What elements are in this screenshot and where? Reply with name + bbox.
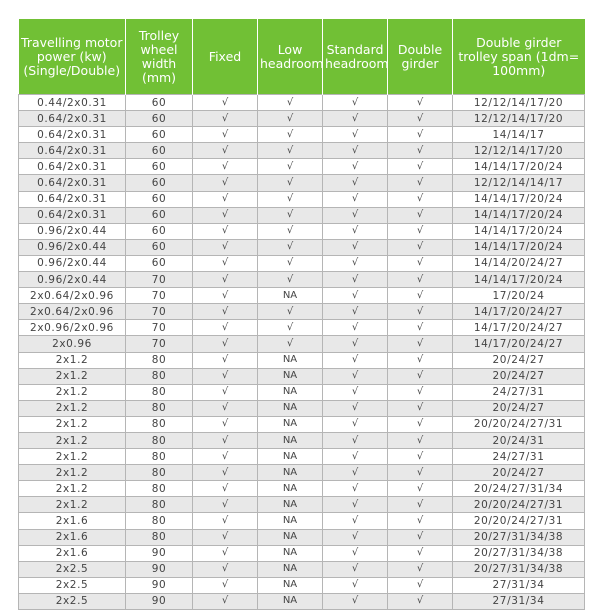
fixed-cell: √ [193, 111, 258, 127]
standard-headroom-cell: √ [323, 320, 388, 336]
trolley-span-cell: 20/20/24/27/31 [453, 513, 585, 529]
double-girder-cell: √ [388, 304, 453, 320]
trolley-span-cell: 20/24/27 [453, 352, 585, 368]
double-girder-cell: √ [388, 368, 453, 384]
double-girder-cell: √ [388, 255, 453, 271]
low-headroom-cell: NA [258, 593, 323, 609]
wheel-width-cell: 80 [126, 465, 193, 481]
standard-headroom-cell: √ [323, 400, 388, 416]
trolley-span-cell: 14/14/17/20/24 [453, 272, 585, 288]
trolley-span-cell: 14/14/17/20/24 [453, 207, 585, 223]
double-girder-cell: √ [388, 239, 453, 255]
table-row [19, 336, 585, 352]
trolley-span-cell: 20/27/31/34/38 [453, 561, 585, 577]
fixed-cell: √ [193, 191, 258, 207]
standard-headroom-cell: √ [323, 577, 388, 593]
motor-power-cell: 0.64/2x0.31 [19, 175, 126, 191]
low-headroom-cell: √ [258, 111, 323, 127]
standard-headroom-cell: √ [323, 368, 388, 384]
double-girder-cell: √ [388, 545, 453, 561]
table-row [19, 481, 585, 497]
motor-power-cell: 2x1.6 [19, 529, 126, 545]
table-header-row [19, 19, 585, 95]
table-body [19, 95, 585, 610]
trolley-span-cell: 27/31/34 [453, 577, 585, 593]
wheel-width-cell: 80 [126, 384, 193, 400]
fixed-cell: √ [193, 577, 258, 593]
motor-power-cell: 0.96/2x0.44 [19, 272, 126, 288]
low-headroom-cell: NA [258, 368, 323, 384]
standard-headroom-cell: √ [323, 336, 388, 352]
table-row [19, 239, 585, 255]
wheel-width-cell: 60 [126, 223, 193, 239]
fixed-cell: √ [193, 416, 258, 432]
double-girder-cell: √ [388, 288, 453, 304]
wheel-width-cell: 60 [126, 207, 193, 223]
standard-headroom-cell: √ [323, 465, 388, 481]
trolley-span-cell: 20/24/31 [453, 432, 585, 448]
trolley-span-cell: 12/12/14/17/20 [453, 143, 585, 159]
double-girder-cell: √ [388, 593, 453, 609]
fixed-cell: √ [193, 384, 258, 400]
double-girder-cell: √ [388, 400, 453, 416]
motor-power-cell: 2x1.2 [19, 416, 126, 432]
trolley-span-cell: 14/14/17/20/24 [453, 223, 585, 239]
trolley-span-cell: 12/12/14/14/17 [453, 175, 585, 191]
low-headroom-cell: √ [258, 304, 323, 320]
low-headroom-cell: NA [258, 400, 323, 416]
motor-power-cell: 2x1.2 [19, 432, 126, 448]
double-girder-cell: √ [388, 159, 453, 175]
table-row [19, 143, 585, 159]
table-row [19, 449, 585, 465]
standard-headroom-cell: √ [323, 239, 388, 255]
table-row [19, 416, 585, 432]
wheel-width-cell: 80 [126, 529, 193, 545]
standard-headroom-cell: √ [323, 561, 388, 577]
table-row [19, 288, 585, 304]
header-motor-power: Travelling motor power (kw) (Single/Double) [19, 19, 126, 95]
fixed-cell: √ [193, 352, 258, 368]
table-row [19, 593, 585, 609]
wheel-width-cell: 70 [126, 272, 193, 288]
standard-headroom-cell: √ [323, 432, 388, 448]
fixed-cell: √ [193, 545, 258, 561]
table-row [19, 497, 585, 513]
table-row [19, 255, 585, 271]
wheel-width-cell: 60 [126, 239, 193, 255]
motor-power-cell: 0.44/2x0.31 [19, 95, 126, 111]
double-girder-cell: √ [388, 513, 453, 529]
trolley-span-cell: 27/31/34 [453, 593, 585, 609]
motor-power-cell: 2x2.5 [19, 561, 126, 577]
standard-headroom-cell: √ [323, 593, 388, 609]
low-headroom-cell: √ [258, 127, 323, 143]
table-row [19, 529, 585, 545]
standard-headroom-cell: √ [323, 255, 388, 271]
wheel-width-cell: 80 [126, 416, 193, 432]
header-double-girder: Double girder [388, 19, 453, 95]
wheel-width-cell: 60 [126, 95, 193, 111]
double-girder-cell: √ [388, 207, 453, 223]
standard-headroom-cell: √ [323, 95, 388, 111]
low-headroom-cell: √ [258, 175, 323, 191]
fixed-cell: √ [193, 223, 258, 239]
low-headroom-cell: NA [258, 529, 323, 545]
double-girder-cell: √ [388, 384, 453, 400]
standard-headroom-cell: √ [323, 384, 388, 400]
double-girder-cell: √ [388, 127, 453, 143]
fixed-cell: √ [193, 288, 258, 304]
trolley-span-cell: 20/24/27 [453, 465, 585, 481]
trolley-span-cell: 12/12/14/17/20 [453, 95, 585, 111]
motor-power-cell: 0.64/2x0.31 [19, 143, 126, 159]
standard-headroom-cell: √ [323, 272, 388, 288]
double-girder-cell: √ [388, 95, 453, 111]
motor-power-cell: 2x1.6 [19, 513, 126, 529]
double-girder-cell: √ [388, 336, 453, 352]
table-row [19, 95, 585, 111]
table-row [19, 432, 585, 448]
low-headroom-cell: NA [258, 513, 323, 529]
table-row [19, 577, 585, 593]
standard-headroom-cell: √ [323, 288, 388, 304]
trolley-span-cell: 17/20/24 [453, 288, 585, 304]
motor-power-cell: 2x2.5 [19, 577, 126, 593]
table-row [19, 191, 585, 207]
table-row [19, 465, 585, 481]
motor-power-cell: 2x1.2 [19, 465, 126, 481]
motor-power-cell: 0.64/2x0.31 [19, 159, 126, 175]
standard-headroom-cell: √ [323, 513, 388, 529]
motor-power-cell: 2x1.2 [19, 368, 126, 384]
low-headroom-cell: NA [258, 561, 323, 577]
table-row [19, 207, 585, 223]
motor-power-cell: 2x0.64/2x0.96 [19, 288, 126, 304]
trolley-span-cell: 20/24/27/31/34 [453, 481, 585, 497]
table-row [19, 400, 585, 416]
low-headroom-cell: NA [258, 481, 323, 497]
fixed-cell: √ [193, 143, 258, 159]
motor-power-cell: 2x1.2 [19, 352, 126, 368]
table-row [19, 352, 585, 368]
double-girder-cell: √ [388, 497, 453, 513]
fixed-cell: √ [193, 561, 258, 577]
low-headroom-cell: NA [258, 577, 323, 593]
low-headroom-cell: √ [258, 207, 323, 223]
standard-headroom-cell: √ [323, 449, 388, 465]
header-low-headroom: Low headroom [258, 19, 323, 95]
trolley-span-cell: 24/27/31 [453, 384, 585, 400]
motor-power-cell: 0.64/2x0.31 [19, 207, 126, 223]
fixed-cell: √ [193, 175, 258, 191]
table-row [19, 159, 585, 175]
header-trolley-span: Double girder trolley span (1dm= 100mm) [453, 19, 585, 95]
wheel-width-cell: 80 [126, 513, 193, 529]
low-headroom-cell: √ [258, 336, 323, 352]
table-row [19, 561, 585, 577]
table-row [19, 223, 585, 239]
motor-power-cell: 2x1.2 [19, 384, 126, 400]
motor-power-cell: 2x1.2 [19, 449, 126, 465]
fixed-cell: √ [193, 272, 258, 288]
fixed-cell: √ [193, 207, 258, 223]
standard-headroom-cell: √ [323, 223, 388, 239]
table-row [19, 545, 585, 561]
double-girder-cell: √ [388, 320, 453, 336]
wheel-width-cell: 70 [126, 336, 193, 352]
double-girder-cell: √ [388, 223, 453, 239]
table-row [19, 175, 585, 191]
trolley-span-cell: 14/17/20/24/27 [453, 320, 585, 336]
table-row [19, 320, 585, 336]
double-girder-cell: √ [388, 577, 453, 593]
fixed-cell: √ [193, 255, 258, 271]
table-row [19, 127, 585, 143]
fixed-cell: √ [193, 95, 258, 111]
motor-power-cell: 0.96/2x0.44 [19, 239, 126, 255]
low-headroom-cell: √ [258, 223, 323, 239]
table-row [19, 272, 585, 288]
wheel-width-cell: 80 [126, 400, 193, 416]
trolley-span-cell: 12/12/14/17/20 [453, 111, 585, 127]
wheel-width-cell: 90 [126, 561, 193, 577]
standard-headroom-cell: √ [323, 175, 388, 191]
fixed-cell: √ [193, 449, 258, 465]
standard-headroom-cell: √ [323, 143, 388, 159]
low-headroom-cell: √ [258, 239, 323, 255]
low-headroom-cell: √ [258, 159, 323, 175]
table-row [19, 513, 585, 529]
fixed-cell: √ [193, 513, 258, 529]
double-girder-cell: √ [388, 449, 453, 465]
trolley-span-cell: 14/14/20/24/27 [453, 255, 585, 271]
standard-headroom-cell: √ [323, 304, 388, 320]
table-row [19, 384, 585, 400]
standard-headroom-cell: √ [323, 481, 388, 497]
wheel-width-cell: 60 [126, 255, 193, 271]
low-headroom-cell: NA [258, 384, 323, 400]
low-headroom-cell: NA [258, 432, 323, 448]
fixed-cell: √ [193, 481, 258, 497]
low-headroom-cell: √ [258, 272, 323, 288]
standard-headroom-cell: √ [323, 497, 388, 513]
header-wheel-width: Trolley wheel width (mm) [126, 19, 193, 95]
wheel-width-cell: 90 [126, 545, 193, 561]
fixed-cell: √ [193, 529, 258, 545]
trolley-span-cell: 20/20/24/27/31 [453, 416, 585, 432]
header-fixed: Fixed [193, 19, 258, 95]
low-headroom-cell: NA [258, 545, 323, 561]
fixed-cell: √ [193, 239, 258, 255]
wheel-width-cell: 80 [126, 481, 193, 497]
wheel-width-cell: 90 [126, 593, 193, 609]
header-standard-headroom: Standard headroom [323, 19, 388, 95]
standard-headroom-cell: √ [323, 545, 388, 561]
trolley-span-cell: 14/14/17/20/24 [453, 191, 585, 207]
double-girder-cell: √ [388, 465, 453, 481]
double-girder-cell: √ [388, 481, 453, 497]
wheel-width-cell: 70 [126, 304, 193, 320]
wheel-width-cell: 80 [126, 352, 193, 368]
low-headroom-cell: √ [258, 191, 323, 207]
wheel-width-cell: 60 [126, 191, 193, 207]
trolley-span-cell: 20/24/27 [453, 368, 585, 384]
double-girder-cell: √ [388, 432, 453, 448]
standard-headroom-cell: √ [323, 127, 388, 143]
wheel-width-cell: 80 [126, 497, 193, 513]
fixed-cell: √ [193, 127, 258, 143]
wheel-width-cell: 60 [126, 127, 193, 143]
low-headroom-cell: NA [258, 497, 323, 513]
trolley-span-cell: 20/24/27 [453, 400, 585, 416]
motor-power-cell: 0.96/2x0.44 [19, 223, 126, 239]
fixed-cell: √ [193, 304, 258, 320]
standard-headroom-cell: √ [323, 529, 388, 545]
double-girder-cell: √ [388, 272, 453, 288]
trolley-span-cell: 14/14/17 [453, 127, 585, 143]
double-girder-cell: √ [388, 191, 453, 207]
motor-power-cell: 2x0.64/2x0.96 [19, 304, 126, 320]
trolley-span-cell: 20/27/31/34/38 [453, 529, 585, 545]
trolley-span-cell: 20/20/24/27/31 [453, 497, 585, 513]
trolley-spec-table [18, 19, 585, 610]
trolley-span-cell: 14/17/20/24/27 [453, 336, 585, 352]
motor-power-cell: 2x1.6 [19, 545, 126, 561]
standard-headroom-cell: √ [323, 111, 388, 127]
wheel-width-cell: 70 [126, 320, 193, 336]
low-headroom-cell: NA [258, 449, 323, 465]
double-girder-cell: √ [388, 111, 453, 127]
wheel-width-cell: 70 [126, 288, 193, 304]
low-headroom-cell: √ [258, 255, 323, 271]
motor-power-cell: 0.64/2x0.31 [19, 191, 126, 207]
low-headroom-cell: √ [258, 320, 323, 336]
standard-headroom-cell: √ [323, 159, 388, 175]
low-headroom-cell: NA [258, 416, 323, 432]
standard-headroom-cell: √ [323, 352, 388, 368]
motor-power-cell: 2x2.5 [19, 593, 126, 609]
double-girder-cell: √ [388, 416, 453, 432]
table-row [19, 304, 585, 320]
trolley-span-cell: 20/27/31/34/38 [453, 545, 585, 561]
double-girder-cell: √ [388, 352, 453, 368]
wheel-width-cell: 60 [126, 175, 193, 191]
wheel-width-cell: 60 [126, 159, 193, 175]
wheel-width-cell: 80 [126, 432, 193, 448]
double-girder-cell: √ [388, 529, 453, 545]
motor-power-cell: 2x1.2 [19, 481, 126, 497]
fixed-cell: √ [193, 400, 258, 416]
wheel-width-cell: 60 [126, 143, 193, 159]
motor-power-cell: 2x1.2 [19, 497, 126, 513]
low-headroom-cell: NA [258, 352, 323, 368]
fixed-cell: √ [193, 593, 258, 609]
standard-headroom-cell: √ [323, 416, 388, 432]
wheel-width-cell: 80 [126, 368, 193, 384]
motor-power-cell: 0.64/2x0.31 [19, 127, 126, 143]
low-headroom-cell: NA [258, 465, 323, 481]
trolley-span-cell: 14/14/17/20/24 [453, 239, 585, 255]
wheel-width-cell: 60 [126, 111, 193, 127]
motor-power-cell: 2x0.96/2x0.96 [19, 320, 126, 336]
double-girder-cell: √ [388, 561, 453, 577]
spec-table-container [18, 19, 584, 610]
standard-headroom-cell: √ [323, 191, 388, 207]
fixed-cell: √ [193, 497, 258, 513]
wheel-width-cell: 90 [126, 577, 193, 593]
motor-power-cell: 0.64/2x0.31 [19, 111, 126, 127]
low-headroom-cell: √ [258, 95, 323, 111]
fixed-cell: √ [193, 159, 258, 175]
motor-power-cell: 2x0.96 [19, 336, 126, 352]
double-girder-cell: √ [388, 175, 453, 191]
low-headroom-cell: NA [258, 288, 323, 304]
fixed-cell: √ [193, 336, 258, 352]
motor-power-cell: 2x1.2 [19, 400, 126, 416]
double-girder-cell: √ [388, 143, 453, 159]
trolley-span-cell: 14/14/17/20/24 [453, 159, 585, 175]
trolley-span-cell: 14/17/20/24/27 [453, 304, 585, 320]
fixed-cell: √ [193, 320, 258, 336]
table-row [19, 368, 585, 384]
low-headroom-cell: √ [258, 143, 323, 159]
fixed-cell: √ [193, 465, 258, 481]
table-row [19, 111, 585, 127]
trolley-span-cell: 24/27/31 [453, 449, 585, 465]
fixed-cell: √ [193, 368, 258, 384]
fixed-cell: √ [193, 432, 258, 448]
wheel-width-cell: 80 [126, 449, 193, 465]
standard-headroom-cell: √ [323, 207, 388, 223]
motor-power-cell: 0.96/2x0.44 [19, 255, 126, 271]
